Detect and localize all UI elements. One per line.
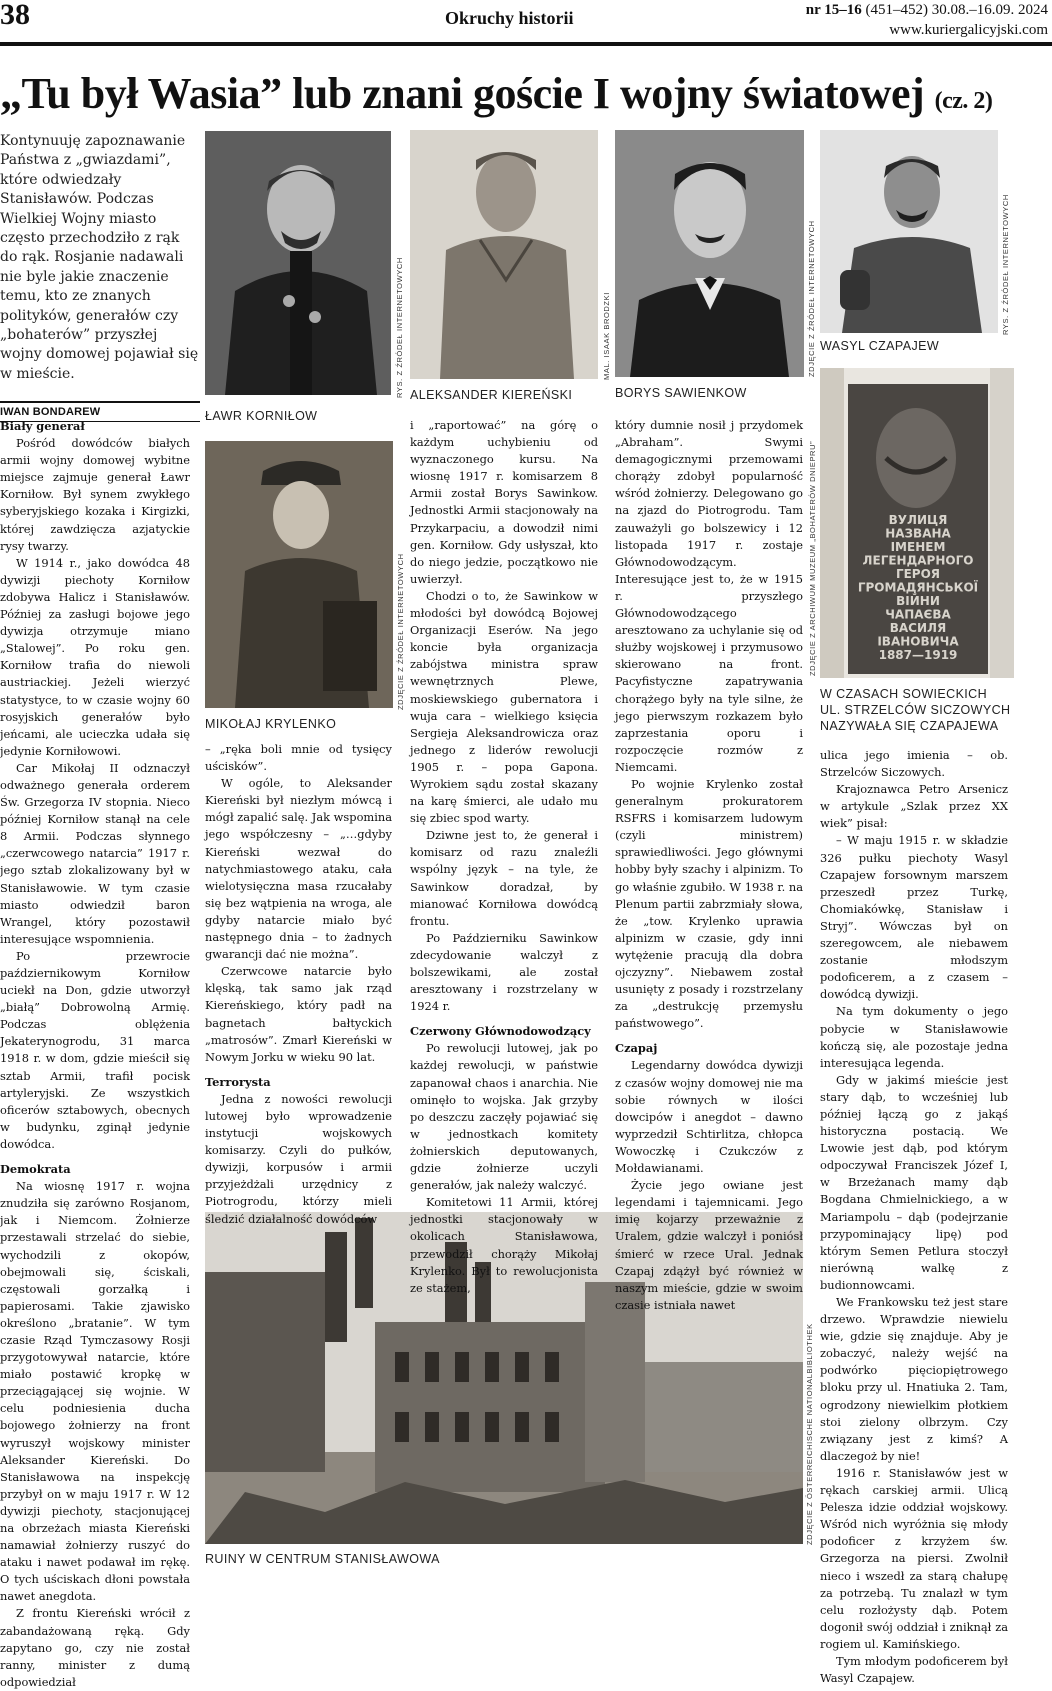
- plaque-line: ВУЛИЦЯ: [888, 513, 948, 527]
- plaque-line: ГРОМАДЯНСЬКОЇ: [857, 580, 979, 595]
- plaque-line: ЛЕГЕНДАРНОГО: [862, 553, 974, 568]
- paragraph: Czerwcowe natarcie było klęską, tak samo jak rząd Kiereńskiego, który padł na bagnetach bałtyckich „matrosów”. Zmarł Kiereński w Nowym Jorku w wieku 90 lat.: [205, 964, 392, 1064]
- paragraph: i „raportować” na górę o każdym uchybieniu od wyznaczonego kursu. Na wiosnę 1917 r. komisarzem 8 Armii został Borys Sawinkow. Jednostki Armii stacjonowały na Przykarpaciu, a dowodził nimi gen. Korniłow. Gdy usłyszał, kto do niego jedzie, początkowo nie uwierzył.: [410, 418, 598, 586]
- portrait-czapajew: [820, 130, 998, 333]
- plaque-line: ЧАПАЄВА: [885, 607, 951, 622]
- paragraph: We Frankowsku też jest stare drzewo. Wprawdzie niewielu wie, gdzie się znajduje. Aby je zobaczyć, należy wejść na podwórko pięciopiętrowego bloku przy ul. Hnatiuka 2. Tam, ogrodzony niewielkim płotkiem stoi zielony olbrzym. Czy związany jest z kimś? A dlaczegoż by nie!: [820, 1295, 1008, 1463]
- portrait-kornilow: [205, 131, 391, 395]
- credit-plaque: ZDJĘCIE Z ARCHIWUM MUZEUM „BOHATERÓW DNIEPRU”: [808, 440, 817, 676]
- plaque-line: ВАСИЛЯ: [889, 621, 947, 635]
- subheading-demokrata: Demokrata: [0, 1162, 71, 1177]
- paragraph: Car Mikołaj II odznaczył odważnego generała orderem Św. Grzegorza IV stopnia. Nieco później Korniłow stanął na cele 8 Armii. Podczas słynnego „czerwcowego natarcia” 1917 r. jego sztab zlokalizowany był w Stanisławowie. W tym czasie miasto odwiedził baron Wrangel, który pozostawił interesujące wspomnienia.: [0, 760, 190, 946]
- caption-kierenski: ALEKSANDER KIEREŃSKI: [410, 388, 573, 402]
- plaque-line: ГЕРОЯ: [895, 567, 941, 581]
- credit-kornilow: RYS. Z ŹRÓDEŁ INTERNETOWYCH: [395, 257, 404, 398]
- paragraph: Tym młodym podoficerem był Wasyl Czapajew.: [820, 1653, 1008, 1686]
- issue-dates: (451–452) 30.08.–16.09. 2024: [861, 2, 1048, 18]
- paragraph: W 1914 r., jako dowódca 48 dywizji piechoty Korniłow zdobywa Halicz i Stanisławów. Później za zasługi bojowe jego dywizja otrzymuje miano „Stalowej”. Po roku gen. Korniłow trafia do niewoli austriackiej. Jeżeli wierzyć statystyce, to w czasie wojny 60 rosyjskich generałów było jeńcami, ale ucieczka udała się jedynie Korniłowowi.: [0, 555, 190, 758]
- paragraph: Dziwne jest to, że generał i komisarz od razu znaleźli wspólny język – na tyle, że Sawinkow doradzał, by mianować Korniłowa dowódcą frontu.: [410, 828, 598, 928]
- caption-plaque-line-3: NAZYWAŁA SIĘ CZAPAJEWA: [820, 719, 999, 733]
- paragraph: – „ręka boli mnie od tysięcy uścisków”.: [205, 742, 392, 774]
- paragraph: Na tym dokumenty o jego pobycie w Stanisławowie kończą się, ale pozostaje jedna interesująca legenda.: [820, 1004, 1008, 1070]
- headline-part: (cz. 2): [934, 88, 993, 114]
- portrait-czapajew-image: [820, 130, 998, 333]
- subheading-czerwony-glownodowodzacy: Czerwony Głównodowodzący: [410, 1024, 591, 1039]
- portrait-krylenko: [205, 441, 393, 708]
- plaque-line: ІВАНОВИЧА: [877, 634, 959, 649]
- paragraph: Po rewolucji lutowej, jak po każdej rewolucji, w państwie zapanował chaos i anarchia. Nie ominęło to wojska. Jak grzyby po deszczu zaczęły pojawiać się w jednostkach komitety żołnierskich deputowanych, gdzie żołnierze uczyli generałów, jak należy walczyć.: [410, 1041, 598, 1193]
- paragraph: Chodzi o to, że Sawinkow w młodości był dowódcą Bojowej Organizacji Eserów. Na jego koncie była organizacja zabójstwa ministra spraw wewnętrznych Plewe, moskiewskiego gubernatora i wuja cara – wielkiego księcia Sergieja Aleksandrowicza oraz jednego z liderów rewolucji 1905 r. – popa Gapona. Wyrokiem sądu został skazany na karę śmierci, ale udało mu się zbiec spod warty.: [410, 588, 598, 826]
- portrait-kornilow-image: [205, 131, 391, 395]
- memorial-plaque-photo: [820, 368, 1014, 678]
- caption-kornilow: ŁAWR KORNIŁOW: [205, 409, 318, 423]
- paragraph: Gdy w jakimś mieście jest stary dąb, to wcześniej lub później łączą go z jakąś historyczna postacią. We Lwowie jest dąb, pod którym odpoczywał Franciszek Józef I, w Brzeżanach mamy dąb Bogdana Chmielnickiego, a w Mariampolu – dąb (podejrzanie przypominający lipę) pod którym Semen Petlura stoczył nierówną walkę z budionnowcami.: [820, 1072, 1008, 1292]
- portrait-sawienkow: [615, 130, 804, 377]
- credit-krylenko: ZDJĘCIE Z ŹRÓDEŁ INTERNETOWYCH: [396, 553, 405, 710]
- article-column-4: [615, 417, 803, 1312]
- paragraph: Na wiosnę 1917 r. wojna znudziła się zarówno Rosjanom, jak i Niemcom. Żołnierze przestawali strzelać do siebie, wychodzili z okopów, obejmowali się, ściskali, częstowali gorzałką i papierosami. Takie zjawisko określono „bratanie”. W tym czasie Rząd Tymczasowy Rosji przygotowywał natarcie, które miało postawić kropkę w przeciągającej się wojnie. W celu podniesienia ducha bojowego żołnierzy na front wyruszył wojskowy minister Aleksander Kiereński. Do Stanisławowa na inspekcję przybył on w maju 1917 r. W 12 dywizji piechoty, stacjonującej na obrzeżach miasta Kiereński namawiał żołnierzy ruszyć do ataku i nawet podawał im rękę. O tych uściskach dłoni powstała nawet anegdota.: [0, 1179, 190, 1604]
- issue-info: [806, 0, 1048, 40]
- credit-kierenski: MAL. ISAAK BRODZKI: [602, 292, 611, 380]
- caption-sawienkow: BORYS SAWIENKOW: [615, 386, 747, 400]
- caption-plaque-line-2: UL. STRZELCÓW SICZOWYCH: [820, 703, 1011, 717]
- portrait-sawienkow-image: [615, 130, 804, 377]
- caption-plaque-line-1: W CZASACH SOWIECKICH: [820, 687, 988, 701]
- portrait-kierenski-image: [410, 130, 598, 379]
- credit-czapajew: RYS. Z ŹRÓDEŁ INTERNETOWYCH: [1001, 194, 1010, 335]
- article-column-3: [410, 417, 598, 1295]
- portrait-kierenski: [410, 130, 598, 379]
- website-link[interactable]: www.kuriergalicyjski.com: [889, 22, 1048, 38]
- paragraph: Legendarny dowódca dywizji z czasów wojny domowej nie ma sobie równych w ilości dowcipów i anegdot – dawno wyprzedził Schtirlitza, chłopca Wowoczkę i Czukczów z Mołdawianami.: [615, 1058, 803, 1176]
- caption-ruins: RUINY W CENTRUM STANISŁAWOWA: [205, 1552, 440, 1566]
- plaque-line: ВІЙНИ: [896, 594, 940, 608]
- paragraph: Po wojnie Krylenko został generalnym prokuratorem RSFRS i komisarzem ludowym (czyli ministrem) sprawiedliwości. Jego głównymi hobby były szachy i alpinizm. To go właśnie zgubiło. W 1938 r. na Plenum partii zabrzmiały słowa, że „tow. Krylenko uprawia alpinizm w czasie, gdy inni wytężenie pracują dla dobra ojczyzny”. Niebawem został usunięty z posady i rozstrzelany za „destrukcję przemysłu państwowego”.: [615, 776, 803, 1031]
- memorial-plaque-image: [820, 368, 1014, 678]
- paragraph: Po Październiku Sawinkow zdecydowanie walczył z bolszewikami, ale został aresztowany i rozstrzelany w 1924 r.: [410, 930, 598, 1014]
- paragraph: Jedna z nowości rewolucji lutowej było wprowadzenie instytucji wojskowych komisarzy. Czyli do pułków, dywizji, korpusów i armii przyjeżdżali urzędnicy z Piotrogrodu, którzy mieli śledzić działalność dowódców: [205, 1091, 392, 1226]
- paragraph: który dumnie nosił j przydomek „Abraham”. Swymi demagogicznymi przemowami chorąży zdobył popularność wśród żołnierzy. Delegowano go na zjazd do Piotrogrodu. Tam zauważyli go bolszewicy i 12 listopada 1917 r. zostaje Głównodowodzącym. Interesujące jest to, że w 1915 r. przyszłego Głównodowodzącego aresztowano za uchylanie się od służby wojskowej i przymusowo skierowano na front. Pacyfistyczne zapatrywania chorążego były na tyle silne, że jego pierwszym rozkazem było zaprzestania oporu i rozpoczęcie rozmów z Niemcami.: [615, 418, 803, 774]
- paragraph: Życie jego owiane jest legendami i tajemnicami. Jego imię kojarzy przeważnie z Uralem, gdzie walczył i poniósł śmierć w rzece Ural. Jednak Czapaj zdążył być również w naszym mieście, gdzie w swoim czasie istniała nawet: [615, 1178, 803, 1312]
- header-rule: [0, 42, 1052, 46]
- paragraph: Krajoznawca Petro Arsenicz w artykule „Szlak przez XX wiek” pisał:: [820, 782, 1008, 831]
- page-header: [0, 0, 1052, 46]
- portrait-krylenko-image: [205, 441, 393, 708]
- paragraph: Pośród dowódców białych armii wojny domowej wybitne miejsce zajmuje generał Ławr Korniłow. Był synem zwykłego syberyjskiego kozaka i Kirgizki, której zawdzięcza azjatyckie rysy twarzy.: [0, 436, 190, 553]
- paragraph: W ogóle, to Aleksander Kiereński był niezłym mówcą i mógł zapalić salę. Jak wspomina jego współczesny – „…gdyby Kiereński wezwał do natychmiastowego ataku, cała wielotysięczna masa rzucałaby się bez wątpienia na wroga, ale gdyby natarcie miało być następnego dnia – to żadnych gwarancji dać nie można”.: [205, 776, 392, 962]
- headline-title: „Tu był Wasia” lub znani goście I wojny światowej: [0, 69, 925, 118]
- subheading-bialy-general: Biały generał: [0, 419, 85, 433]
- credit-sawienkow: ZDJĘCIE Z ŹRÓDEŁ INTERNETOWYCH: [807, 220, 816, 377]
- plaque-line: 1887—1919: [878, 648, 958, 662]
- paragraph: Z frontu Kiereński wrócił z zabandażowaną ręką. Gdy zapytano go, czy nie został ranny, minister z dumą odpowiedział: [0, 1606, 190, 1689]
- subheading-czapaj: Czapaj: [615, 1041, 658, 1056]
- article-headline: [0, 66, 1052, 129]
- paragraph: Po przewrocie październikowym Korniłow uciekł na Don, gdzie utworzył „białą” Dobrowolną Armię. Podczas oblężenia Jekaterynogrodu, 31 marca 1918 r. w dom, gdzie mieścił się sztab Armii, trafił pocisk artyleryjski. Ze wszystkich oficerów sztabowych, obecnych w budynku, zginął jedynie dowódca.: [0, 948, 190, 1151]
- article-column-2: [205, 741, 392, 1226]
- paragraph: ulica jego imienia – ob. Strzelców Siczowych.: [820, 748, 1008, 780]
- issue-number: nr 15–16: [805, 2, 862, 18]
- section-title: Okruchy historii: [445, 8, 574, 28]
- credit-ruins: ZDJĘCIE Z ÖSTERREICHISCHE NATIONALBIBLIOTHEK: [805, 1323, 814, 1545]
- paragraph: Komitetowi 11 Armii, której jednostki stacjonowały w okolicach Stanisławowa, przewodził chorąży Mikołaj Krylenko. Był to rewolucjonista ze stażem,: [410, 1195, 598, 1295]
- article-author: IWAN BONDAREW: [0, 401, 200, 422]
- article-column-1: [0, 418, 190, 1689]
- subheading-terrorysta: Terrorysta: [205, 1074, 271, 1089]
- page-number: 38: [0, 0, 30, 31]
- plaque-line: ІМЕНЕМ: [890, 540, 946, 554]
- plaque-line: НАЗВАНА: [885, 526, 951, 541]
- paragraph: 1916 r. Stanisławów jest w rękach carskiej armii. Ulicą Pelesza idzie oddział wojskowy. Wśród nich wyróżnia się młody podoficer z krzyżem św. Grzegorza na piersi. Zwolnił nieco i wszedł za starą chałupę za potrzebą. Tu znalazł w tym celu rozłożysty dąb. Potem dogonił swój oddział i zniknął za rogiem ul. Kamińskiego.: [820, 1465, 1008, 1651]
- caption-czapajew: WASYL CZAPAJEW: [820, 339, 940, 353]
- caption-plaque: [820, 686, 1010, 734]
- article-lead: Kontynuuję zapoznawanie Państwa z „gwiazdami”, które odwiedzały Stanisławów. Podczas Wielkiej Wojny miasto często przechodziło z rąk do rąk. Rosjanie nadawali nie byle jakie znaczenie temu, kto ze znanych polityków, generałów czy „bohaterów” przyszłej wojny domowej pojawiał się w mieście.: [0, 133, 199, 382]
- caption-krylenko: MIKOŁAJ KRYLENKO: [205, 717, 337, 731]
- paragraph: – W maju 1915 r. w składzie 326 pułku piechoty Wasyl Czapajew forsownym marszem przeszedł przez Turkę, Chomiakówkę, Stanisław i Stryj”. Wówczas był on szeregowcem, ale niebawem zostanie młodszym podoficerem, a z czasem – dowódcą dywizji.: [820, 833, 1008, 1002]
- article-column-5: [820, 747, 1008, 1686]
